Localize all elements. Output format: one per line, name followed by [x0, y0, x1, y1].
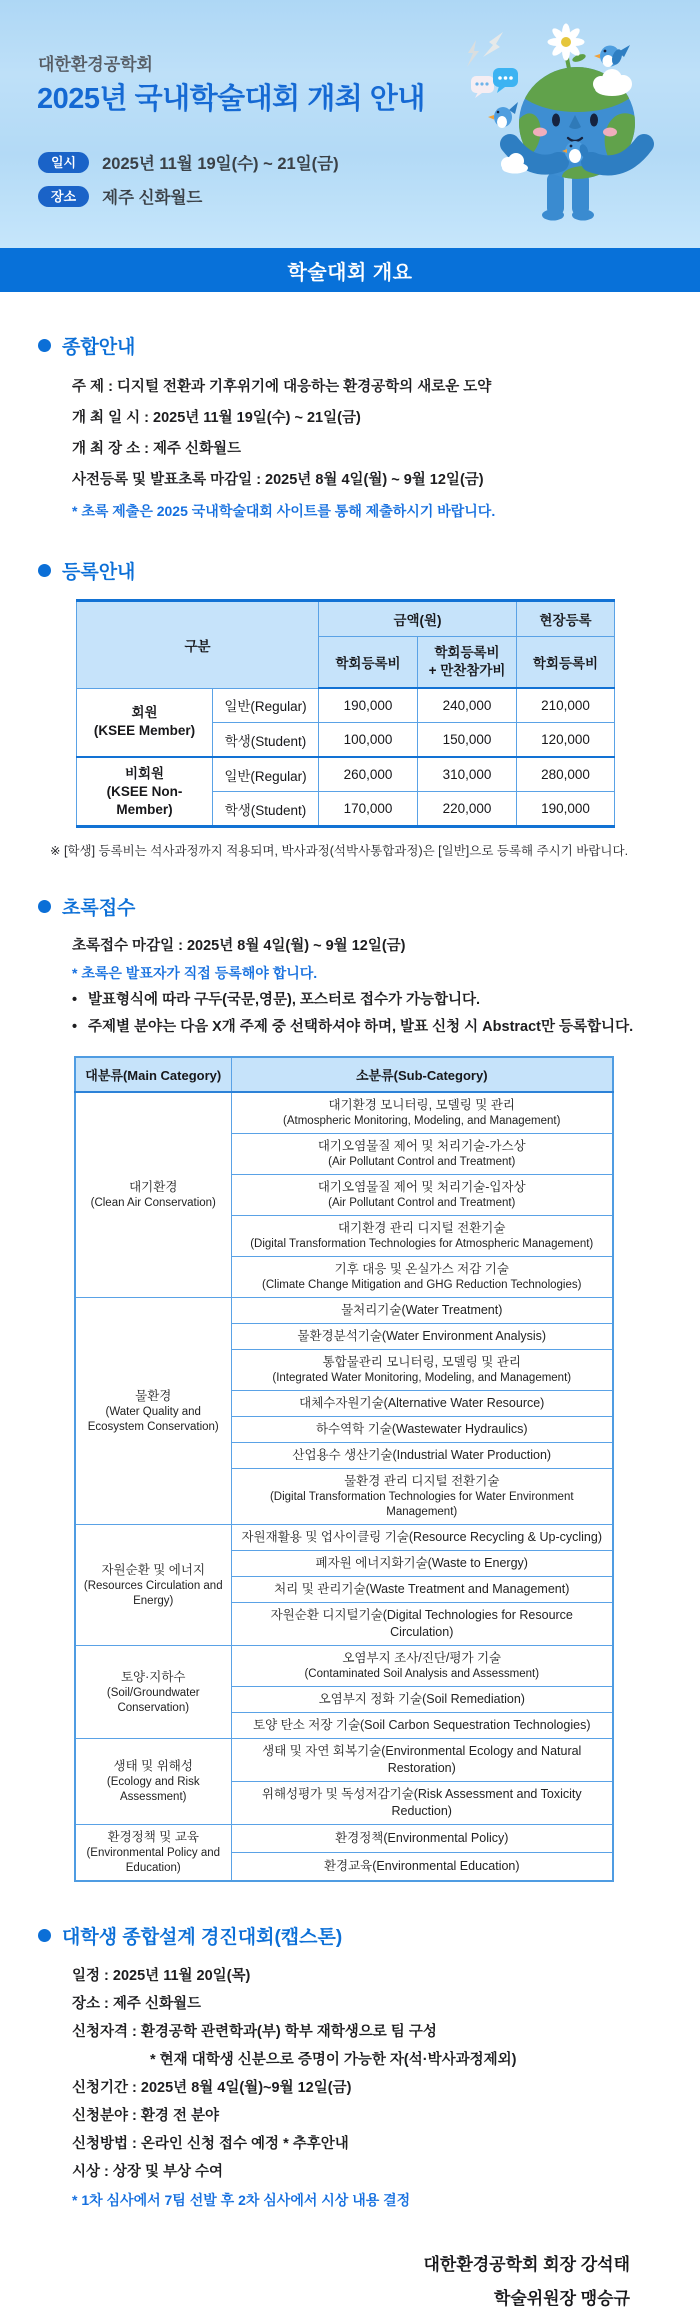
main-category-cell: 대기환경 (Clean Air Conservation)	[75, 1092, 231, 1298]
fee-cell: 190,000	[319, 688, 418, 723]
col-subheader-fee: 학회등록비	[319, 637, 418, 689]
table-row	[77, 757, 615, 792]
col-subheader-onsite-fee: 학회등록비	[517, 637, 615, 689]
table-header-row	[75, 1057, 613, 1092]
type-cell: 학생(Student)	[213, 723, 319, 758]
signature-block	[0, 2248, 630, 2316]
capstone-line: 일정 : 2025년 11월 20일(목)	[72, 1968, 251, 1984]
sub-category-cell: 오염부지 정화 기술(Soil Remediation)	[231, 1687, 613, 1713]
mascot-hand	[548, 152, 568, 172]
lightning-icon	[483, 32, 503, 57]
fee-cell: 170,000	[319, 792, 418, 827]
lightning-icon	[467, 40, 479, 67]
sub-category-cell: 환경정책(Environmental Policy)	[231, 1825, 613, 1853]
abstract-bullet: • 발표형식에 따라 구두(국문,영문), 포스터로 접수가 가능합니다.	[72, 987, 700, 1014]
capstone-section-title	[38, 1922, 700, 1949]
type-cell: 일반(Regular)	[213, 757, 319, 792]
sub-category-cell: 폐자원 에너지화기술(Waste to Energy)	[231, 1551, 613, 1577]
sub-category-cell: 대기환경 관리 디지털 전환기술 (Digital Transformation Technologies for Atmospheric Management)	[231, 1216, 613, 1257]
fee-dinner-cell: 310,000	[418, 757, 517, 792]
fee-dinner-cell: 150,000	[418, 723, 517, 758]
sub-category-cell: 산업용수 생산기술(Industrial Water Production)	[231, 1443, 613, 1469]
abstract-note: * 초록은 발표자가 직접 등록해야 합니다.	[72, 965, 318, 981]
table-row	[77, 688, 615, 723]
nonmember-group-cell: 비회원 (KSEE Non-Member)	[77, 757, 213, 827]
onsite-cell: 190,000	[517, 792, 615, 827]
organization-name: 대한환경공학회	[38, 55, 153, 74]
sub-category-cell: 대기오염물질 제어 및 처리기술-가스상 (Air Pollutant Control and Treatment)	[231, 1134, 613, 1175]
section-bullet-icon	[38, 1929, 51, 1942]
type-cell: 일반(Regular)	[213, 688, 319, 723]
onsite-cell: 280,000	[517, 757, 615, 792]
col-header-amount: 금액(원)	[319, 601, 517, 637]
committee-chair-signature: 학술위원장 맹승규	[493, 2289, 630, 2308]
fee-cell: 260,000	[319, 757, 418, 792]
venue-value: 제주 신화월드	[102, 189, 203, 207]
abstract-content	[72, 933, 700, 1041]
abstract-bullet: • 주제별 분야는 다음 X개 주제 중 선택하셔야 하며, 발표 신청 시 Abstract만 등록합니다.	[72, 1014, 700, 1041]
capstone-note: * 1차 심사에서 7팀 선발 후 2차 심사에서 시상 내용 결정	[72, 2192, 411, 2208]
registration-fee-table	[76, 599, 615, 828]
date-value: 2025년 11월 19일(수) ~ 21일(금)	[102, 155, 339, 173]
bird-icon	[488, 102, 518, 128]
section-title-text: 초록접수	[62, 898, 136, 919]
sub-category-cell: 처리 및 관리기술(Waste Treatment and Management)	[231, 1577, 613, 1603]
sub-category-cell: 대기오염물질 제어 및 처리기술-입자상 (Air Pollutant Control and Treatment)	[231, 1175, 613, 1216]
capstone-line: 장소 : 제주 신화월드	[72, 1996, 201, 2012]
col-header-main-category: 대분류(Main Category)	[75, 1057, 231, 1092]
sub-category-cell: 물환경분석기술(Water Environment Analysis)	[231, 1324, 613, 1350]
section-bullet-icon	[38, 900, 51, 913]
abstract-deadline: 초록접수 마감일 : 2025년 8월 4일(월) ~ 9월 12일(금)	[72, 938, 406, 954]
section-title-text: 대학생 종합설계 경진대회(캡스톤)	[62, 1927, 343, 1948]
president-signature: 대한환경공학회 회장 강석태	[423, 2255, 630, 2274]
sub-category-cell: 오염부지 조사/진단/평가 기술 (Contaminated Soil Analysis and Assessment)	[231, 1646, 613, 1687]
main-category-cell: 토양·지하수 (Soil/Groundwater Conservation)	[75, 1646, 231, 1739]
onsite-cell: 210,000	[517, 688, 615, 723]
mascot-hand	[582, 152, 602, 172]
daisy-flower-icon	[548, 24, 585, 61]
main-category-cell: 자원순환 및 에너지 (Resources Circulation and Energy)	[75, 1525, 231, 1646]
sub-category-cell: 자원순환 디지털기술(Digital Technologies for Resource Circulation)	[231, 1603, 613, 1646]
abstract-section-title	[38, 893, 700, 920]
overview-line: 개 최 일 시 : 2025년 11월 19일(수) ~ 21일(금)	[72, 410, 361, 426]
main-category-cell: 환경정책 및 교육 (Environmental Policy and Education)	[75, 1825, 231, 1882]
section-bullet-icon	[38, 339, 51, 352]
capstone-line: 신청분야 : 환경 전 분야	[72, 2108, 220, 2124]
date-badge: 일시	[38, 152, 89, 173]
page-title: 2025년 국내학술대회 개최 안내	[37, 83, 425, 115]
sub-category-cell: 하수역학 기술(Wastewater Hydraulics)	[231, 1417, 613, 1443]
venue-badge: 장소	[38, 186, 89, 207]
sub-category-cell: 위해성평가 및 독성저감기술(Risk Assessment and Toxicity Reduction)	[231, 1782, 613, 1825]
main-category-cell: 물환경 (Water Quality and Ecosystem Conservation)	[75, 1298, 231, 1525]
sub-category-cell: 대기환경 모니터링, 모델링 및 관리 (Atmospheric Monitoring, Modeling, and Management)	[231, 1092, 613, 1134]
table-row	[75, 1825, 613, 1853]
capstone-line: 신청기간 : 2025년 8월 4일(월)~9월 12일(금)	[72, 2080, 352, 2096]
col-header-onsite: 현장등록	[517, 601, 615, 637]
venue-row	[38, 184, 339, 208]
onsite-cell: 120,000	[517, 723, 615, 758]
col-header-sub-category: 소분류(Sub-Category)	[231, 1057, 613, 1092]
sub-category-cell: 환경교육(Environmental Education)	[231, 1852, 613, 1881]
table-header-row	[77, 601, 615, 637]
earth-mascot-illustration	[436, 4, 696, 244]
capstone-line: 시상 : 상장 및 부상 수여	[72, 2164, 224, 2180]
sub-category-cell: 기후 대응 및 온실가스 저감 기술 (Climate Change Mitigation and GHG Reduction Technologies)	[231, 1257, 613, 1298]
col-subheader-fee-dinner: 학회등록비 + 만찬참가비	[418, 637, 517, 689]
category-table	[74, 1056, 614, 1882]
overview-section-title	[38, 332, 700, 359]
fee-dinner-cell: 220,000	[418, 792, 517, 827]
registration-section-title	[38, 557, 700, 584]
table-row	[75, 1646, 613, 1687]
capstone-line-indent: * 현재 대학생 신분으로 증명이 가능한 자(석·박사과정제외)	[150, 2052, 517, 2068]
section-bullet-icon	[38, 564, 51, 577]
speech-bubble-icon	[471, 76, 494, 98]
speech-bubble-icon	[493, 68, 518, 93]
section-title-text: 종합안내	[62, 337, 136, 358]
overview-line: 주 제 : 디지털 전환과 기후위기에 대응하는 환경공학의 새로운 도약	[72, 379, 492, 395]
type-cell: 학생(Student)	[213, 792, 319, 827]
capstone-content	[72, 1962, 700, 2214]
overview-note: * 초록 제출은 2025 국내학술대회 사이트를 통해 제출하시기 바랍니다.	[72, 503, 496, 519]
main-category-cell: 생태 및 위해성 (Ecology and Risk Assessment)	[75, 1739, 231, 1825]
table-row	[75, 1092, 613, 1134]
sub-category-cell: 토양 탄소 저장 기술(Soil Carbon Sequestration Technologies)	[231, 1713, 613, 1739]
banner-title: 학술대회 개요	[287, 261, 413, 284]
section-banner	[0, 248, 700, 292]
sub-category-cell: 대체수자원기술(Alternative Water Resource)	[231, 1391, 613, 1417]
hero-header	[0, 0, 700, 248]
table-row	[75, 1525, 613, 1551]
overview-line: 사전등록 및 발표초록 마감일 : 2025년 8월 4일(월) ~ 9월 12일(금)	[72, 472, 484, 488]
mascot-legs	[542, 172, 594, 221]
sub-category-cell: 물처리기술(Water Treatment)	[231, 1298, 613, 1324]
fee-cell: 100,000	[319, 723, 418, 758]
fee-dinner-cell: 240,000	[418, 688, 517, 723]
overview-line: 개 최 장 소 : 제주 신화월드	[72, 441, 242, 457]
bird-icon	[594, 45, 630, 67]
sub-category-cell: 생태 및 자연 회복기술(Environmental Ecology and Natural Restoration)	[231, 1739, 613, 1782]
table-row	[75, 1298, 613, 1324]
registration-footnote: ※ [학생] 등록비는 석사과정까지 적용되며, 박사과정(석박사통합과정)은 [일반]으로 등록해 주시기 바랍니다.	[50, 844, 629, 858]
section-title-text: 등록안내	[62, 562, 136, 583]
event-info-badges	[38, 150, 339, 218]
capstone-line: 신청자격 : 환경공학 관련학과(부) 학부 재학생으로 팀 구성	[72, 2024, 437, 2040]
col-header-category: 구분	[77, 601, 319, 689]
sub-category-cell: 자원재활용 및 업사이클링 기술(Resource Recycling & Up-cycling)	[231, 1525, 613, 1551]
overview-content	[72, 372, 700, 527]
table-row	[75, 1739, 613, 1782]
sub-category-cell: 물환경 관리 디지털 전환기술 (Digital Transformation Technologies for Water Environment Management)	[231, 1469, 613, 1525]
date-row	[38, 150, 339, 174]
sub-category-cell: 통합물관리 모니터링, 모델링 및 관리 (Integrated Water Monitoring, Modeling, and Management)	[231, 1350, 613, 1391]
member-group-cell: 회원 (KSEE Member)	[77, 688, 213, 757]
capstone-line: 신청방법 : 온라인 신청 접수 예정 * 추후안내	[72, 2136, 349, 2152]
